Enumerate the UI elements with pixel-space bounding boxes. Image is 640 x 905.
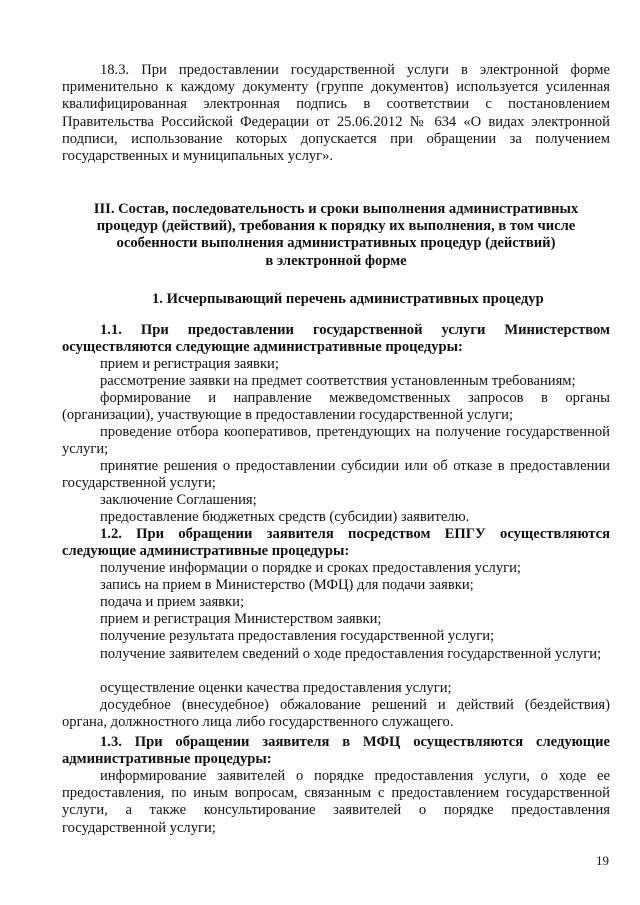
- section-heading: [62, 201, 610, 270]
- list-item: получение результата предоставления государственной услуги;: [100, 628, 495, 644]
- list-item: подача и прием заявки;: [100, 594, 245, 610]
- list-item: заключение Соглашения;: [100, 492, 257, 508]
- list-item: получение заявителем сведений о ходе предоставления государственной услуги;: [100, 646, 602, 662]
- list-item: получение информации о порядке и сроках предоставления услуги;: [100, 560, 521, 576]
- item-1-3-heading: 1.3. При обращении заявителя в МФЦ осуществляются следующие административные процедуры:: [62, 734, 610, 768]
- list-item: прием и регистрация заявки;: [100, 356, 279, 372]
- page-number: 19: [596, 853, 609, 868]
- section-heading-line: в электронной форме: [265, 252, 407, 269]
- item-1-2-heading: 1.2. При обращении заявителя посредством ЕПГУ осуществляются следующие административные процедуры:: [62, 526, 610, 560]
- list-item: осуществление оценки качества предоставления услуги;: [100, 680, 452, 696]
- paragraph-18-3: 18.3. При предоставлении государственной услуги в электронной форме применительно к каждому документу (группе документов) используется усиленная квалифицированная электронная подпись в соответствии с постановлением Правительства Российской Федерации от 25.06.2012 № 634 «О видах электронной подписи, использование которых допускается при обращении за получением государственных и муниципальных услуг».: [62, 62, 610, 165]
- list-item: прием и регистрация Министерством заявки;: [100, 611, 382, 627]
- item-1-1-heading: 1.1. При предоставлении государственной услуги Министерством осуществляются следующие административные процедуры:: [62, 322, 610, 356]
- section-heading-line: III. Состав, последовательность и сроки выполнения административных: [93, 201, 579, 217]
- list-item: досудебное (внесудебное) обжалование решений и действий (бездействия) органа, должностного лица либо государственного служащего.: [62, 697, 610, 731]
- list-item: рассмотрение заявки на предмет соответствия установленным требованиям;: [100, 373, 576, 389]
- section-heading-line: процедур (действий), требования к порядку их выполнения, в том числе: [96, 218, 576, 235]
- list-item: принятие решения о предоставлении субсидии или об отказе в предоставлении государственной услуги;: [62, 458, 610, 492]
- list-item: запись на прием в Министерство (МФЦ) для подачи заявки;: [100, 577, 474, 593]
- section-heading-line: особенности выполнения административных процедур (действий): [116, 235, 556, 252]
- list-item: информирование заявителей о порядке предоставления услуги, о ходе ее предоставления, по иным вопросам, связанным с предоставлением государственной услуги, а также консультирование заявителей о порядке предоставления государственной услуги;: [62, 768, 610, 836]
- list-item: проведение отбора кооперативов, претендующих на получение государственной услуги;: [62, 424, 610, 458]
- subsection-title: 1. Исчерпывающий перечень административных процедур: [152, 291, 544, 307]
- list-item: формирование и направление межведомственных запросов в органы (организации), участвующие в предоставлении государственной услуги;: [62, 390, 610, 424]
- list-item: предоставление бюджетных средств (субсидии) заявителю.: [100, 509, 470, 525]
